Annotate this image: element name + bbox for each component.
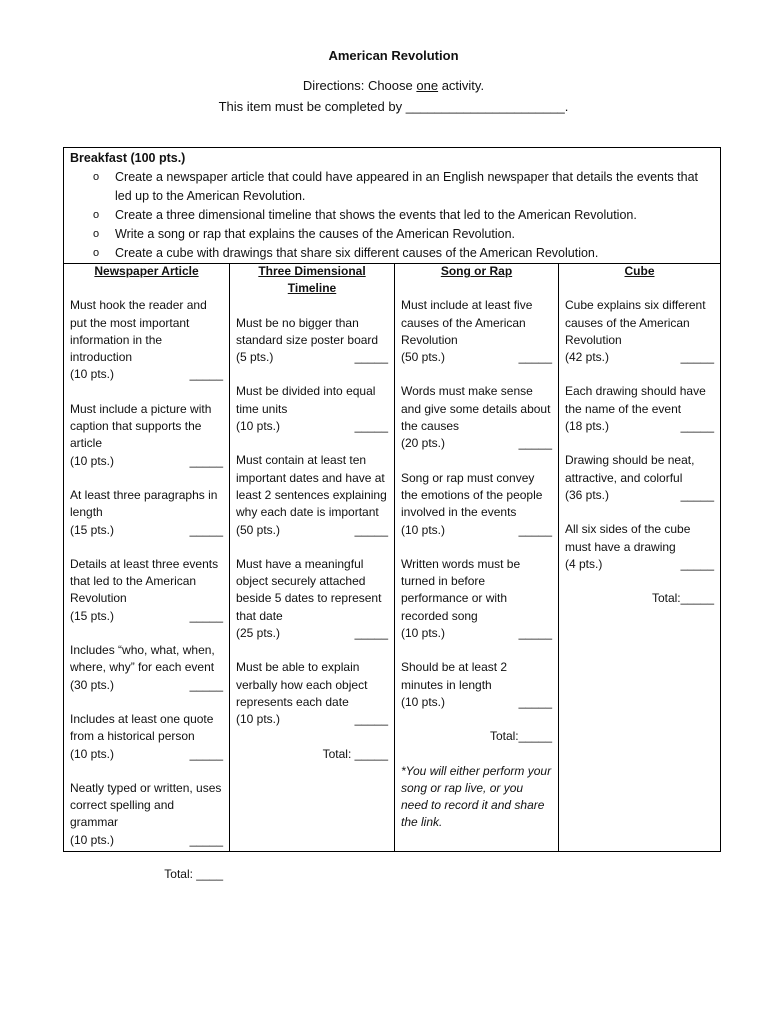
breakfast-option: o Create a three dimensional timeline that shows the events that led to the American Revolution. [90, 206, 712, 225]
criterion [565, 297, 714, 366]
column-heading: Cube [624, 264, 655, 278]
criterion-points-line [565, 418, 714, 435]
directions [0, 78, 768, 93]
criterion-points: (20 pts.) [401, 436, 446, 451]
score-blank: _____ [354, 419, 388, 434]
score-blank: _____ [189, 522, 223, 537]
criterion-points-line [70, 453, 223, 470]
criterion-points-line [236, 522, 388, 539]
criterion-text: Must include at least five causes of the American Revolution [401, 298, 533, 347]
criterion [70, 487, 223, 539]
criterion-points: (10 pts.) [70, 453, 115, 468]
criterion-points-line [401, 349, 552, 366]
criterion-points-line [70, 522, 223, 539]
criterion-points-line [236, 418, 388, 435]
criterion [401, 556, 552, 642]
score-blank: _____ [189, 608, 223, 623]
criterion-text: Must contain at least ten important dates and have at least 2 sentences explaining why each date is important [236, 453, 387, 520]
criterion-points: (50 pts.) [401, 350, 446, 365]
criterion-points: (10 pts.) [401, 626, 446, 641]
criterion-points-line [70, 677, 223, 694]
score-blank: _____ [189, 367, 223, 382]
criterion-text: Details at least three events that led to the American Revolution [70, 556, 219, 606]
criterion-points: (10 pts.) [70, 746, 115, 761]
breakfast-options [90, 168, 712, 263]
score-blank: _____ [518, 626, 552, 641]
criterion-text: Includes at least one quote from a historical person [70, 711, 214, 744]
criterion-text: Neatly typed or written, uses correct spelling and grammar [70, 780, 222, 830]
criterion [401, 659, 552, 711]
page-title: American Revolution [328, 48, 459, 63]
criterion-points-line [565, 487, 714, 504]
criterion-points-line [401, 522, 552, 539]
column-heading: Song or Rap [440, 264, 513, 278]
criterion-text: Cube explains six different causes of the American Revolution [565, 298, 706, 347]
criterion-points: (10 pts.) [401, 522, 446, 537]
criterion-points-line [565, 349, 714, 366]
criterion [70, 711, 223, 763]
criterion-points: (36 pts.) [565, 487, 610, 502]
criterion [236, 315, 388, 367]
score-blank: _____ [354, 626, 388, 641]
score-blank: _____ [189, 746, 223, 761]
score-blank: _____ [189, 832, 223, 847]
criterion-points: (30 pts.) [70, 677, 115, 692]
due-date-line: This item must be completed by ______________________. [218, 99, 569, 114]
criterion-text: Written words must be turned in before performance or with recorded song [401, 556, 521, 623]
column-note: *You will either perform your song or rap live, or you need to record it and share the link. [401, 763, 552, 830]
criterion [401, 297, 552, 366]
criterion [70, 556, 223, 625]
criterion-points-line [401, 625, 552, 642]
criterion-points-line [401, 435, 552, 452]
directions-suffix: activity. [438, 78, 485, 93]
criterion-points: (25 pts.) [236, 626, 281, 641]
score-blank: _____ [189, 453, 223, 468]
criterion [401, 383, 552, 452]
breakfast-section [64, 148, 720, 264]
criterion-points: (10 pts.) [236, 419, 281, 434]
criterion-points-line [236, 349, 388, 366]
score-blank: _____ [518, 522, 552, 537]
criterion [565, 452, 714, 504]
column-newspaper-article [64, 263, 229, 882]
criterion-text: Should be at least 2 minutes in length [401, 660, 508, 692]
criterion [401, 470, 552, 539]
score-blank: _____ [680, 487, 714, 502]
column-total: Total:_____ [651, 591, 714, 606]
criterion-points: (15 pts.) [70, 522, 115, 537]
score-blank: _____ [518, 436, 552, 451]
column-total: Total: _____ [322, 746, 388, 761]
breakfast-option: o Create a newspaper article that could have appeared in an English newspaper that details the events that led up to the American Revolution. [90, 168, 712, 206]
criterion-points: (42 pts.) [565, 350, 610, 365]
criterion [236, 556, 388, 642]
column-heading: Newspaper Article [94, 264, 199, 278]
criterion [236, 452, 388, 538]
criterion-text: At least three paragraphs in length [70, 487, 218, 520]
criterion-text: Must be divided into equal time units [236, 384, 376, 416]
criterion-points-line [70, 366, 223, 383]
criterion [70, 401, 223, 470]
score-blank: _____ [189, 677, 223, 692]
breakfast-option: o Write a song or rap that explains the causes of the American Revolution. [90, 225, 712, 244]
score-blank: _____ [518, 350, 552, 365]
criterion-text: Must be no bigger than standard size poster board [236, 315, 379, 347]
criterion-points: (15 pts.) [70, 608, 115, 623]
criterion-text: Must be able to explain verbally how each object represents each date [236, 660, 368, 709]
score-blank: _____ [354, 712, 388, 727]
score-blank: _____ [518, 694, 552, 709]
criterion-text: Drawing should be neat, attractive, and colorful [565, 453, 695, 485]
criterion-points: (10 pts.) [70, 367, 115, 382]
criterion-points-line [236, 711, 388, 728]
breakfast-option: o Create a cube with drawings that share six different causes of the American Revolution. [90, 244, 712, 263]
column-three-dimensional-timeline [229, 263, 394, 851]
column-cube [558, 263, 720, 851]
criterion-text: Must include a picture with caption that supports the article [70, 401, 212, 451]
criterion [70, 297, 223, 383]
column-song-or-rap [394, 263, 558, 851]
criterion-text: Each drawing should have the name of the event [565, 384, 706, 416]
criterion-points-line [401, 694, 552, 711]
criterion-text: All six sides of the cube must have a drawing [565, 522, 691, 554]
criterion-points: (50 pts.) [236, 522, 281, 537]
criterion-points: (10 pts.) [236, 712, 281, 727]
activity-table [63, 147, 721, 882]
criterion-points: (4 pts.) [565, 556, 603, 571]
criterion-points-line [70, 832, 223, 849]
criterion [565, 383, 714, 435]
directions-emphasis: one [416, 78, 439, 93]
criterion-points-line [236, 625, 388, 642]
criterion-text: Must have a meaningful object securely attached beside 5 dates to represent that date [236, 556, 382, 623]
score-blank: _____ [354, 350, 388, 365]
criterion [70, 642, 223, 694]
criterion-points: (10 pts.) [401, 694, 446, 709]
column-total: Total: ____ [164, 867, 223, 882]
criterion [70, 780, 223, 849]
criterion-text: Song or rap must convey the emotions of the people involved in the events [401, 470, 543, 520]
criterion-points: (5 pts.) [236, 350, 274, 365]
score-blank: _____ [354, 522, 388, 537]
criterion-points-line [70, 608, 223, 625]
breakfast-title: Breakfast (100 pts.) [70, 151, 186, 165]
criterion-text: Must hook the reader and put the most important information in the introduction [70, 298, 207, 365]
score-blank: _____ [680, 556, 714, 571]
criterion-text: Includes “who, what, when, where, why” for each event [70, 643, 215, 675]
score-blank: _____ [680, 350, 714, 365]
criterion [565, 521, 714, 573]
criterion [236, 383, 388, 435]
criterion-text: Words must make sense and give some details about the causes [401, 384, 551, 434]
criterion-points-line [70, 746, 223, 763]
directions-prefix: Directions: Choose [302, 78, 417, 93]
criterion-points: (18 pts.) [565, 419, 610, 434]
criterion [236, 659, 388, 728]
column-total: Total:_____ [489, 729, 552, 744]
criterion-points-line [565, 556, 714, 573]
score-blank: _____ [680, 419, 714, 434]
criterion-points: (10 pts.) [70, 832, 115, 847]
column-heading: Three Dimensional Timeline [258, 264, 366, 296]
